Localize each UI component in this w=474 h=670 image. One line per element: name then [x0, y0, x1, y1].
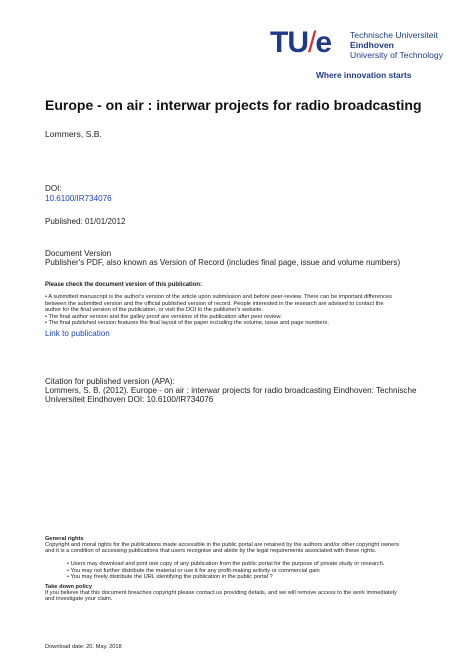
logo-mark-slash: / [308, 26, 316, 59]
check-heading: Please check the document version of this publication: [45, 282, 203, 288]
logo-mark-e: e [315, 26, 332, 59]
check-list [45, 294, 445, 327]
doi-link[interactable]: 10.6100/IR734076 [45, 194, 112, 203]
rights-line-2: and it is a condition of accessing publications that users recognise and abide by the legal requirements associated with these rights. [45, 548, 377, 554]
citation-line-2: Universiteit Eindhoven DOI: 10.6100/IR734076 [45, 395, 214, 404]
link-to-publication[interactable]: Link to publication [45, 329, 110, 338]
logo-tagline: Where innovation starts [316, 70, 412, 80]
citation-label: Citation for published version (APA): [45, 377, 175, 386]
published-date: Published: 01/01/2012 [45, 217, 126, 226]
rights-item: • You may freely distribute the URL identifying the publication in the public portal ? [67, 574, 273, 581]
logo-text [350, 30, 443, 60]
rights-item: • You may not further distribute the material or use it for any profit-making activity or commercial gain [67, 567, 320, 574]
logo-line-2: Eindhoven [350, 40, 394, 50]
check-item: • The final published version features the final layout of the paper including the volume, issue and page numbers. [45, 320, 329, 327]
rights-line-1: Copyright and moral rights for the publications made accessible in the public portal are retained by the authors and/or other copyright owners [45, 542, 400, 548]
doi-label: DOI: [45, 184, 62, 193]
rights-item: • Users may download and print one copy of any publication from the public portal for the purpose of private study or research. [67, 561, 385, 567]
logo-line-3: University of Technology [350, 50, 443, 60]
logo-mark-tu: TU [270, 26, 308, 59]
rights-heading: General rights [45, 536, 84, 542]
logo-mark [270, 28, 331, 58]
version-value: Publisher's PDF, also known as Version of Record (includes final page, issue and volume numbers) [45, 258, 401, 267]
takedown-line-1: If you believe that this document breaches copyright please contact us providing details, and we will remove access to the work immediately [45, 590, 397, 596]
document-title: Europe - on air : interwar projects for radio broadcasting [45, 97, 422, 113]
author: Lommers, S.B. [45, 129, 102, 139]
check-item: between the submitted version and the official published version of record. People interested in the research are advised to contact the [45, 300, 384, 307]
check-item: • A submitted manuscript is the author's version of the article upon submission and before peer-review. There can be important differences [45, 294, 392, 300]
takedown-heading: Take down policy [45, 584, 92, 590]
citation-line-1: Lommers, S. B. (2012). Europe - on air : interwar projects for radio broadcasting Eindhoven: Technische [45, 386, 417, 395]
version-label: Document Version [45, 249, 112, 258]
check-item: author for the final version of the publication, or visit the DOI to the publisher's website. [45, 307, 263, 314]
download-date: Download date: 20. May. 2018 [45, 644, 122, 650]
check-item: • The final author version and the galley proof are versions of the publication after peer review. [45, 313, 282, 320]
takedown-line-2: and investigate your claim. [45, 596, 113, 602]
logo-line-1: Technische Universiteit [350, 30, 438, 40]
rights-list [67, 561, 385, 581]
